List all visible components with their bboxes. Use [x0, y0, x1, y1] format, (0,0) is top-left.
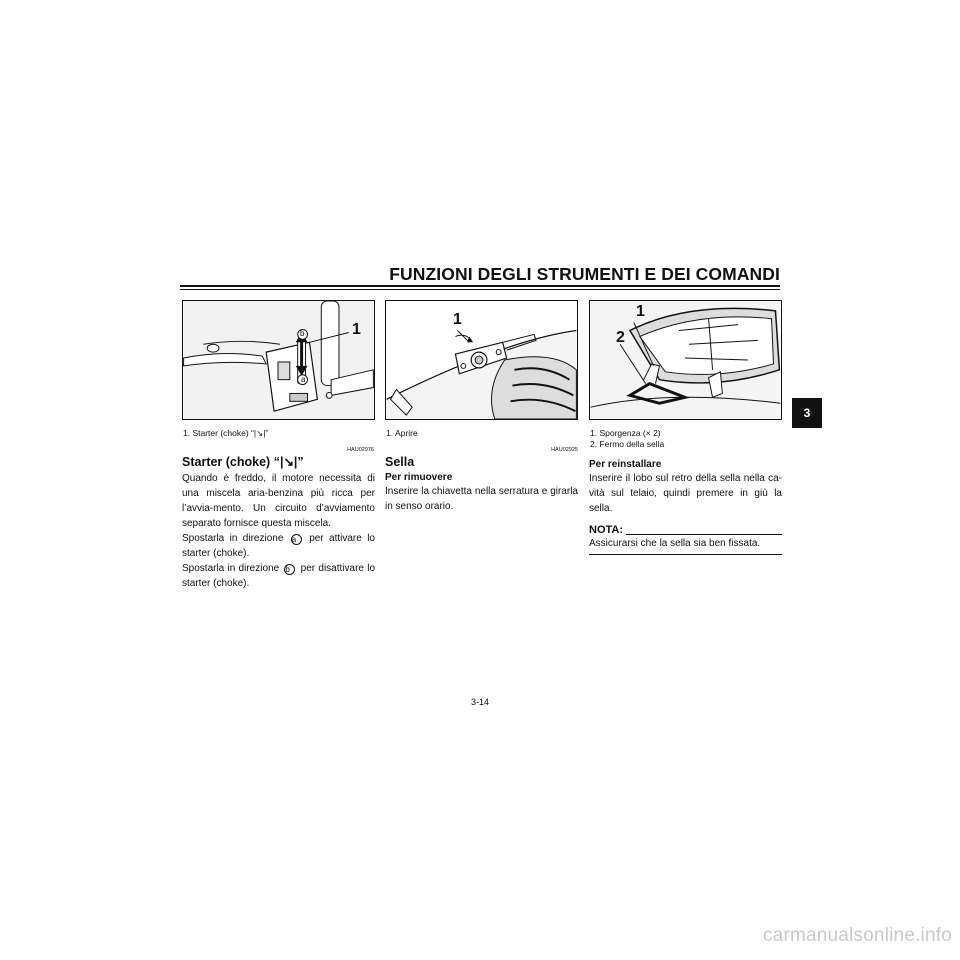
choke-icon: |↘|: [279, 455, 298, 469]
starter-paragraph-1: Quando è freddo, il motore necessita di una miscela aria-benzina più ricca per l’avvia-mento. Un circuito d’avviamento separato fornisce questa miscela.: [182, 473, 375, 529]
remove-text: Inserire la chiavetta nella serratura e girarla in senso orario.: [385, 486, 578, 512]
direction-b-marker: b: [284, 564, 295, 575]
callout-1: 1: [636, 303, 645, 320]
page-number: 3-14: [470, 697, 489, 707]
watermark: carmanualsonline.info: [762, 925, 952, 946]
page-header-title: FUNZIONI DEGLI STRUMENTI E DEI COMANDI: [389, 264, 780, 284]
figure-seat-lock: [385, 300, 578, 420]
arrow-label-b: b: [300, 329, 305, 338]
caption-seat-2: 2. Fermo della sella: [590, 439, 665, 449]
choke-icon: |↘|: [253, 428, 266, 438]
install-title: Per reinstallare: [589, 459, 662, 470]
seat-lock-illustration: [386, 301, 577, 419]
figure-seat: [589, 300, 782, 420]
header-rule-thin: [180, 289, 780, 290]
caption-seat-1: 1. Sporgenza (× 2): [590, 428, 661, 438]
install-text: Inserire il lobo sul retro della sella nella ca-vità sul telaio, quindi premere in giù la sella.: [589, 473, 782, 514]
starter-paragraph-2: Spostarla in direzione a per attivare lo starter (choke).: [182, 533, 375, 559]
code-seat: HAU02925: [551, 447, 578, 453]
seat-section: [385, 455, 578, 514]
figure-starter-lever: [182, 300, 375, 420]
note-header: [589, 524, 782, 537]
seat-title: Sella: [385, 455, 415, 469]
note-label: NOTA:: [589, 524, 624, 536]
caption-seat-lock: 1. Aprire: [386, 428, 418, 438]
starter-title: Starter (choke) “|↘|”: [182, 455, 304, 469]
callout-2: 2: [616, 329, 625, 346]
direction-a-marker: a: [291, 534, 302, 545]
callout-1: 1: [453, 311, 462, 328]
starter-section: [182, 455, 375, 591]
reinstall-section: [589, 458, 782, 555]
code-starter: HAU02976: [347, 447, 374, 453]
header-rule: [180, 285, 780, 287]
remove-title: Per rimuovere: [385, 472, 453, 483]
callout-1: 1: [352, 321, 361, 338]
starter-paragraph-3: Spostarla in direzione b per disattivare lo starter (choke).: [182, 563, 376, 589]
starter-lever-illustration: [183, 301, 374, 419]
note-rule: [626, 534, 782, 535]
chapter-tab: 3: [792, 398, 822, 428]
caption-starter: 1. Starter (choke) “|↘|”: [183, 428, 269, 438]
seat-illustration: [590, 301, 781, 419]
arrow-label-a: a: [301, 375, 306, 384]
note-text: Assicurarsi che la sella sia ben fissata.: [589, 537, 782, 555]
